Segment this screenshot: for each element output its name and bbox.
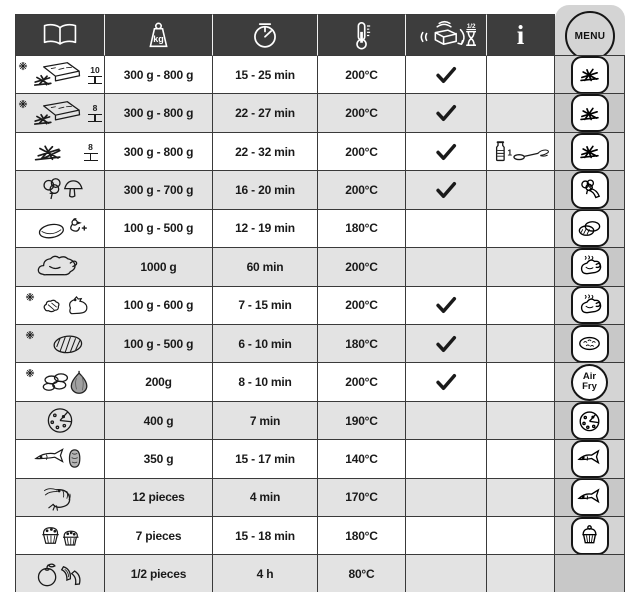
shake-cell — [406, 94, 487, 132]
menu-cell — [555, 363, 625, 401]
time-cell: 6 - 10 min — [213, 325, 318, 363]
weight-cell: 7 pieces — [105, 517, 213, 555]
frozen-chicken-nuggets-icon — [38, 290, 96, 321]
weight-cell: 100 g - 600 g — [105, 287, 213, 325]
table-row-dried-fruit — [15, 555, 625, 592]
frozen-fries-10mm-icon — [31, 59, 85, 90]
menu-steak-button[interactable] — [571, 325, 609, 363]
temp-cell: 200°C — [318, 94, 406, 132]
info-cell — [487, 479, 555, 517]
info-cell — [487, 363, 555, 401]
chicken-fillet-icon — [31, 213, 89, 244]
info-cell — [487, 555, 555, 592]
menu-cell — [555, 94, 625, 132]
cut-size-label: 8 — [84, 143, 98, 161]
weight-cell: 200g — [105, 363, 213, 401]
shake-cell — [406, 133, 487, 171]
shake-cell — [406, 402, 487, 440]
menu-fish-button[interactable] — [571, 440, 609, 478]
food-cell — [15, 555, 105, 592]
time-cell: 22 - 27 min — [213, 94, 318, 132]
mixed-vegetables-icon — [31, 174, 89, 205]
weight-cell: 300 g - 800 g — [105, 133, 213, 171]
menu-cell — [555, 325, 625, 363]
weight-cell: 1000 g — [105, 248, 213, 286]
food-cell — [15, 440, 105, 478]
menu-chicken-button[interactable] — [571, 248, 609, 286]
pizza-icon — [31, 405, 89, 436]
shake-cell — [406, 56, 487, 94]
info-cell — [487, 440, 555, 478]
shake-cell — [406, 517, 487, 555]
snowflake-icon — [25, 330, 35, 340]
column-header-info — [487, 14, 555, 56]
frozen-patty-icon — [38, 328, 96, 359]
checkmark-icon — [434, 372, 458, 392]
temp-cell: 80°C — [318, 555, 406, 592]
menu-cell — [555, 56, 625, 94]
table-row-whole-chicken — [15, 248, 625, 286]
menu-muffin-button[interactable] — [571, 517, 609, 555]
food-cell — [15, 248, 105, 286]
weight-cell: 100 g - 500 g — [105, 325, 213, 363]
header-row — [15, 14, 625, 56]
info-cell — [487, 133, 555, 171]
frozen-fries-8mm-icon — [31, 98, 85, 129]
shake-cell — [406, 325, 487, 363]
temp-cell: 180°C — [318, 325, 406, 363]
menu-meat-button[interactable] — [571, 210, 609, 248]
info-cell — [487, 325, 555, 363]
food-cell — [15, 325, 105, 363]
food-cell — [15, 363, 105, 401]
shake-cell — [406, 287, 487, 325]
temp-cell: 200°C — [318, 363, 406, 401]
food-cell — [15, 56, 105, 94]
temp-cell: 180°C — [318, 210, 406, 248]
weight-cell: 1/2 pieces — [105, 555, 213, 592]
info-cell — [487, 210, 555, 248]
menu-cell — [555, 133, 625, 171]
checkmark-icon — [434, 103, 458, 123]
temp-cell: 170°C — [318, 479, 406, 517]
snowflake-icon — [25, 368, 35, 378]
fresh-fries-8mm-icon — [23, 136, 81, 167]
time-cell: 8 - 10 min — [213, 363, 318, 401]
temp-cell: 140°C — [318, 440, 406, 478]
table-row-frozen-fries-10mm — [15, 56, 625, 94]
food-cell — [15, 210, 105, 248]
cut-size-label: 10 — [88, 66, 102, 84]
menu-cell — [555, 287, 625, 325]
table-row-muffins — [15, 517, 625, 555]
food-cell — [15, 402, 105, 440]
kg-weight-icon — [145, 21, 172, 50]
column-header-temperature — [318, 14, 406, 56]
menu-vegetables-button[interactable] — [571, 171, 609, 209]
checkmark-icon — [434, 180, 458, 200]
shake-cell — [406, 440, 487, 478]
weight-cell: 100 g - 500 g — [105, 210, 213, 248]
info-icon: i — [516, 19, 525, 50]
food-cell — [15, 517, 105, 555]
table-row-pizza — [15, 402, 625, 440]
food-cell — [15, 94, 105, 132]
snowflake-icon — [18, 61, 28, 71]
shake-cell — [406, 248, 487, 286]
snowflake-icon — [25, 292, 35, 302]
column-header-shake — [406, 14, 487, 56]
info-cell — [487, 287, 555, 325]
info-cell — [487, 248, 555, 286]
cut-gauge-icon — [84, 153, 98, 161]
checkmark-icon — [434, 295, 458, 315]
shake-cell — [406, 479, 487, 517]
weight-cell: 12 pieces — [105, 479, 213, 517]
table-row-mixed-vegetables — [15, 171, 625, 209]
shake-cell — [406, 363, 487, 401]
time-cell: 12 - 19 min — [213, 210, 318, 248]
table-row-frozen-onion-rings — [15, 363, 625, 401]
info-cell — [487, 94, 555, 132]
table-body — [15, 56, 625, 592]
time-cell: 22 - 32 min — [213, 133, 318, 171]
menu-cell — [555, 171, 625, 209]
table-row-frozen-patty — [15, 325, 625, 363]
time-cell: 15 - 18 min — [213, 517, 318, 555]
info-cell — [487, 56, 555, 94]
column-header-time — [213, 14, 318, 56]
weight-cell: 400 g — [105, 402, 213, 440]
shake-cell — [406, 171, 487, 209]
checkmark-icon — [434, 65, 458, 85]
dried-fruit-icon — [31, 559, 89, 590]
temp-cell: 200°C — [318, 171, 406, 209]
column-header-weight — [105, 14, 213, 56]
menu-cell — [555, 402, 625, 440]
column-header-menu — [555, 14, 625, 56]
menu-fries-button[interactable] — [571, 133, 609, 171]
cut-gauge-icon — [88, 114, 102, 122]
add-oil-icon — [491, 139, 551, 164]
menu-cell — [555, 440, 625, 478]
time-cell: 15 - 25 min — [213, 56, 318, 94]
muffins-icon — [31, 520, 89, 551]
column-header-food — [15, 14, 105, 56]
cut-size-label: 8 — [88, 104, 102, 122]
checkmark-icon — [434, 142, 458, 162]
temp-cell: 200°C — [318, 248, 406, 286]
frozen-onion-rings-icon — [38, 367, 96, 398]
time-cell: 4 min — [213, 479, 318, 517]
shrimps-icon — [31, 482, 89, 513]
shake-cell — [406, 210, 487, 248]
whole-chicken-icon — [31, 251, 89, 282]
menu-fish-button[interactable] — [571, 479, 609, 517]
book-icon — [40, 22, 80, 48]
menu-fries-button[interactable] — [571, 56, 609, 94]
table-row-shrimps — [15, 479, 625, 517]
weight-cell: 300 g - 800 g — [105, 94, 213, 132]
time-cell: 15 - 17 min — [213, 440, 318, 478]
menu-cell — [555, 517, 625, 555]
temp-cell: 190°C — [318, 402, 406, 440]
fish-icon — [31, 443, 89, 474]
temp-cell: 200°C — [318, 56, 406, 94]
temp-cell: 180°C — [318, 517, 406, 555]
cooking-table — [15, 14, 625, 580]
table-row-chicken-fillet — [15, 210, 625, 248]
time-cell: 7 - 15 min — [213, 287, 318, 325]
weight-cell: 300 g - 800 g — [105, 56, 213, 94]
table-row-fish — [15, 440, 625, 478]
info-cell — [487, 402, 555, 440]
menu-button[interactable]: MENU — [565, 11, 615, 61]
time-cell: 4 h — [213, 555, 318, 592]
table-row-fresh-fries-8mm — [15, 133, 625, 171]
shake-cell — [406, 555, 487, 592]
menu-air-fry-button[interactable]: Air Fry — [571, 364, 608, 401]
menu-cell — [555, 210, 625, 248]
menu-chicken-button[interactable] — [571, 287, 609, 325]
food-cell — [15, 287, 105, 325]
menu-pizza-button[interactable] — [571, 402, 609, 440]
table-row-frozen-chicken-nuggets — [15, 287, 625, 325]
time-cell: 16 - 20 min — [213, 171, 318, 209]
weight-cell: 300 g - 700 g — [105, 171, 213, 209]
thermometer-icon — [352, 21, 372, 50]
food-cell — [15, 133, 105, 171]
food-cell — [15, 479, 105, 517]
info-cell — [487, 517, 555, 555]
temp-cell: 200°C — [318, 133, 406, 171]
snowflake-icon — [18, 99, 28, 109]
time-cell: 60 min — [213, 248, 318, 286]
table-row-frozen-fries-8mm — [15, 94, 625, 132]
menu-cell — [555, 479, 625, 517]
weight-cell: 350 g — [105, 440, 213, 478]
menu-cell — [555, 555, 625, 592]
shake-basket-hourglass-icon — [415, 20, 477, 51]
temp-cell: 200°C — [318, 287, 406, 325]
info-cell — [487, 171, 555, 209]
food-cell — [15, 171, 105, 209]
menu-fries-button[interactable] — [571, 94, 609, 132]
cut-gauge-icon — [88, 76, 102, 84]
menu-cell — [555, 248, 625, 286]
timer-icon — [251, 21, 279, 49]
time-cell: 7 min — [213, 402, 318, 440]
checkmark-icon — [434, 334, 458, 354]
